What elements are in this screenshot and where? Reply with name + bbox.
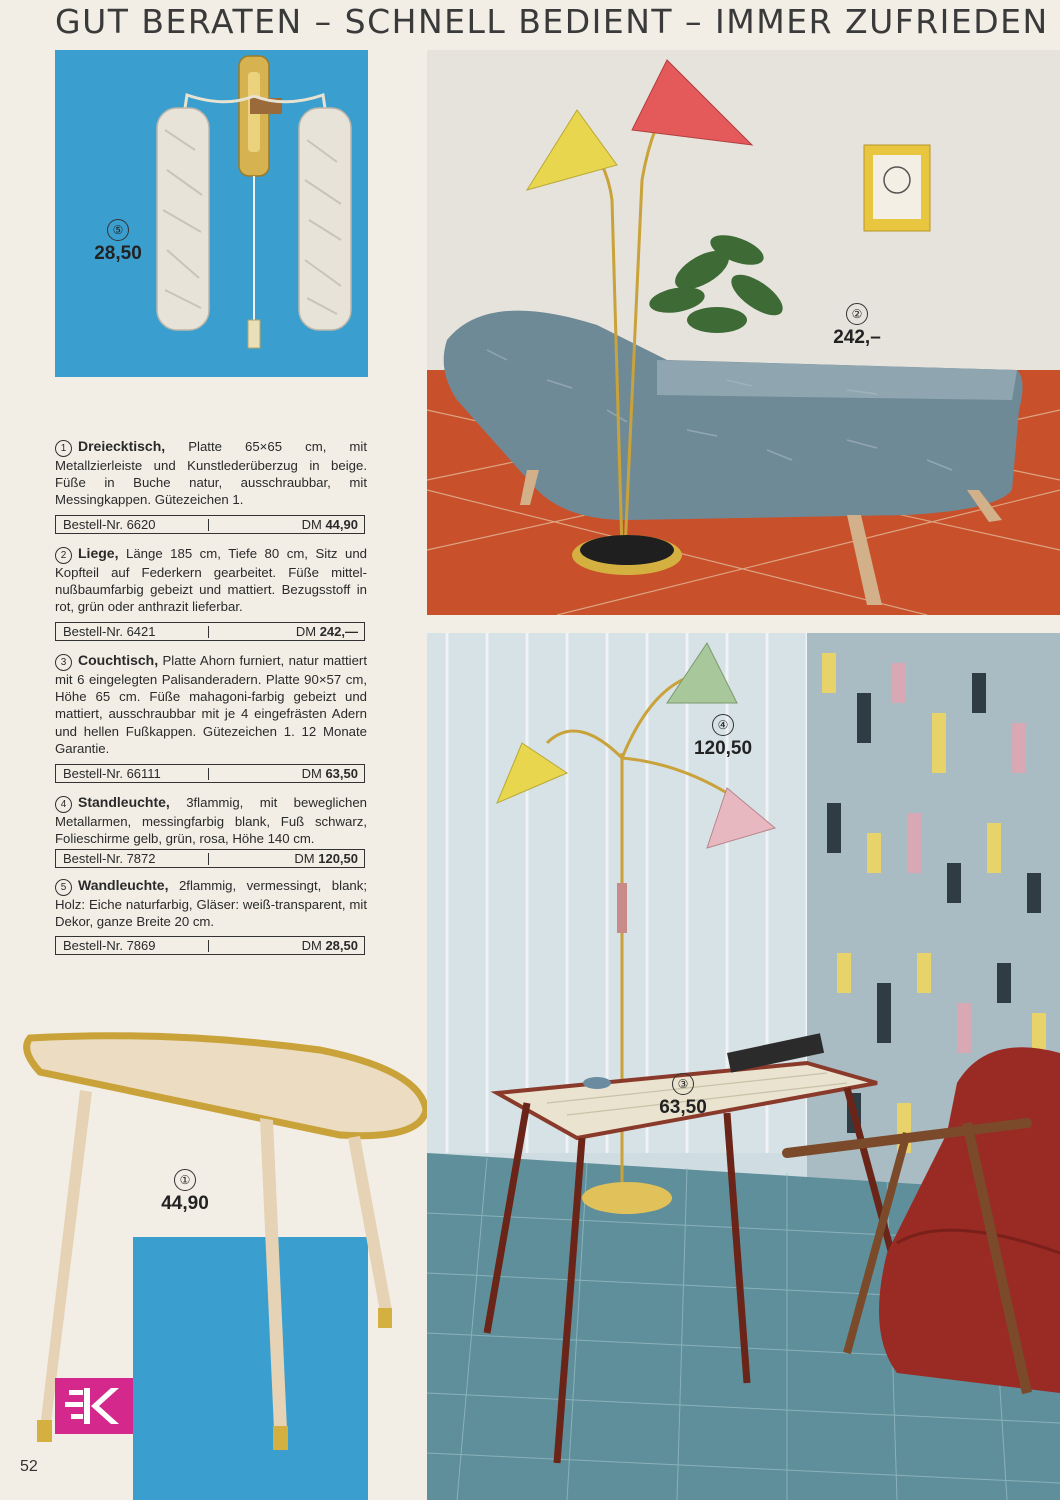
- item-number: 5: [55, 879, 72, 896]
- page-title: GUT BERATEN – SCHNELL BEDIENT – IMMER ZUFRIEDEN: [55, 2, 1049, 41]
- marker-price: 120,50: [693, 738, 753, 759]
- chaise-lounge-illustration: [427, 50, 1060, 615]
- item-description-3: [55, 652, 367, 757]
- order-price: 44,90: [325, 517, 358, 532]
- marker-number: ⑤: [107, 219, 129, 241]
- price-marker-1: [155, 1168, 215, 1215]
- currency: DM: [301, 938, 322, 953]
- order-price: 63,50: [325, 766, 358, 781]
- order-number: Bestell-Nr. 7872: [63, 851, 156, 866]
- currency: DM: [301, 517, 322, 532]
- price-marker-4: [688, 713, 758, 760]
- order-row-1: [55, 515, 365, 534]
- order-row-5: [55, 936, 365, 955]
- item-text: 2flammig, vermessingt, blank; Holz: Eiche naturfarbig, Gläser: weiß-transparent, mit Dekor, ganze Breite 20 cm.: [55, 878, 367, 930]
- item-number: 2: [55, 547, 72, 564]
- item-name: Dreiecktisch,: [78, 438, 166, 454]
- order-price: 28,50: [325, 938, 358, 953]
- item-number: 1: [55, 440, 72, 457]
- price-marker-5: [88, 218, 148, 265]
- price-marker-2: [822, 302, 892, 349]
- item-number: 4: [55, 796, 72, 813]
- brand-logo: [55, 1378, 133, 1434]
- item-text: Platte Ahorn furniert, natur mattiert mit 6 eingelegten Palisanderadern. Platte 90×57 cm, Höhe 65 cm. Füße mahagoni-farbig gebeizt und mattiert, ausschraubbar mit je 4 eingefrästen Adern und hellen Fußkappen. Gütezeichen 1. 12 Monate Garantie.: [55, 653, 367, 756]
- item-description-5: [55, 877, 367, 930]
- order-row-4: [55, 849, 365, 868]
- wall-lamp-illustration: [55, 50, 368, 377]
- item-text: 3flammig, mit beweglichen Metallarmen, messingfarbig blank, Fuß schwarz, Folieschirme gelb, grün, rosa, Höhe 140 cm.: [55, 795, 367, 847]
- marker-number: ③: [672, 1073, 694, 1095]
- currency: DM: [294, 851, 315, 866]
- marker-price: 44,90: [161, 1193, 209, 1214]
- couch-table-illustration: [427, 633, 1060, 1500]
- order-row-2: [55, 622, 365, 641]
- item-name: Couchtisch,: [78, 652, 159, 668]
- currency: DM: [301, 766, 322, 781]
- order-number: Bestell-Nr. 66111: [63, 766, 161, 781]
- wall-lamp-photo: [55, 50, 368, 377]
- item-description-2: [55, 545, 367, 616]
- marker-price: 242,–: [833, 327, 881, 348]
- brand-logo-icon: [55, 1378, 133, 1434]
- marker-number: ④: [712, 714, 734, 736]
- order-number: Bestell-Nr. 6421: [63, 624, 156, 639]
- order-price: 120,50: [318, 851, 358, 866]
- order-number: Bestell-Nr. 7869: [63, 938, 156, 953]
- item-description-1: [55, 438, 367, 509]
- item-number: 3: [55, 654, 72, 671]
- item-text: Platte 65×65 cm, mit Metallzierleiste und Kunstlederüberzug in beige. Füße in Buche natur, ausschraubbar, mit Messingkappen. Gütezeichen 1.: [55, 439, 367, 508]
- price-marker-3: [653, 1072, 713, 1119]
- marker-number: ②: [846, 303, 868, 325]
- item-text: Länge 185 cm, Tiefe 80 cm, Sitz und Kopfteil auf Federkern gearbeitet. Füße mittel-nußbaumfarbig gebeizt und mattiert. Bezugsstoff in rot, grün oder anthrazit lieferbar.: [55, 546, 367, 615]
- page-number: 52: [20, 1458, 38, 1475]
- item-name: Wandleuchte,: [78, 877, 169, 893]
- item-name: Liege,: [78, 545, 119, 561]
- marker-price: 63,50: [659, 1097, 707, 1118]
- order-number: Bestell-Nr. 6620: [63, 517, 156, 532]
- couch-table-photo: [427, 633, 1060, 1500]
- order-row-3: [55, 764, 365, 783]
- marker-number: ①: [174, 1169, 196, 1191]
- chaise-lounge-photo: [427, 50, 1060, 615]
- item-description-4: [55, 794, 367, 847]
- item-name: Standleuchte,: [78, 794, 170, 810]
- marker-price: 28,50: [94, 243, 142, 264]
- currency: DM: [295, 624, 317, 639]
- order-price: 242,—: [319, 624, 358, 639]
